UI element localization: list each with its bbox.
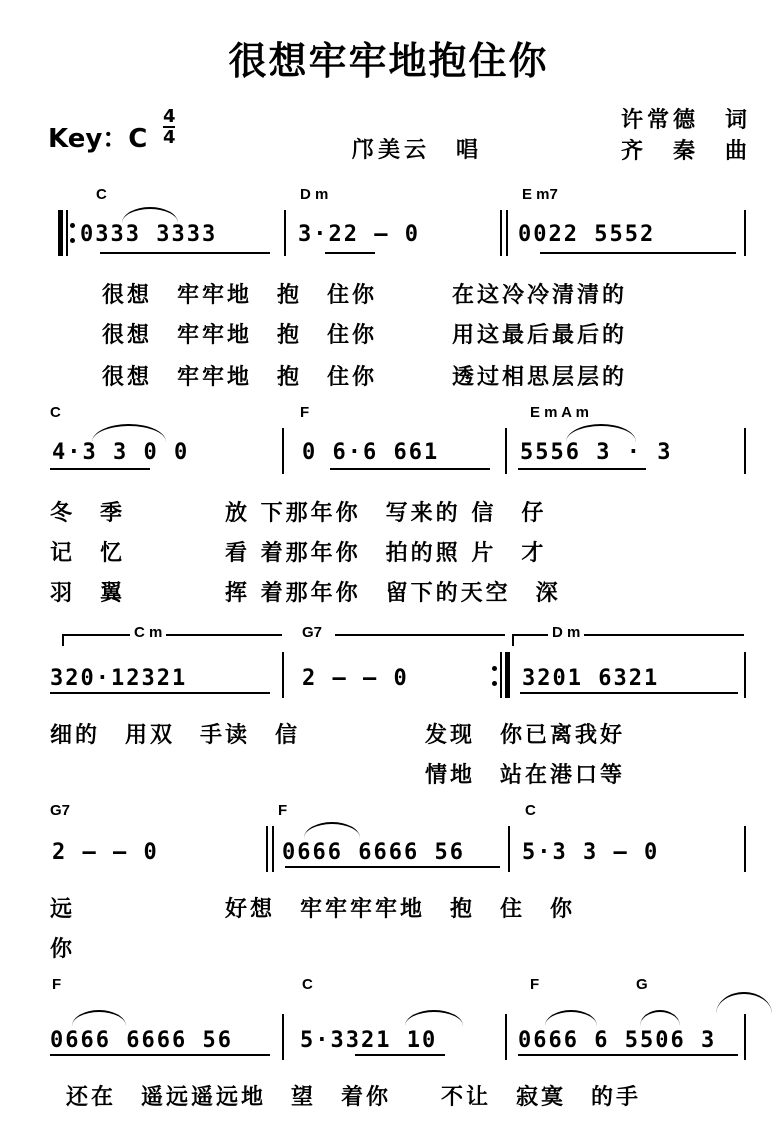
barline — [282, 652, 284, 698]
lyric-line: 冬 季 放 下那年你 写来的 信 仔 — [50, 501, 547, 526]
chord-label: F — [278, 802, 288, 819]
measure-notes: 0666 6666 56 — [282, 840, 465, 865]
measure-notes: 0333 3333 — [80, 222, 218, 247]
measure-notes: 0 6·6 661 — [302, 440, 440, 465]
barline — [505, 428, 507, 474]
lyric-line: 羽 翼 挥 着那年你 留下的天空 深 — [50, 581, 561, 606]
barline — [282, 428, 284, 474]
repeat-dot — [70, 223, 75, 228]
measure-notes: 320·12321 — [50, 666, 188, 691]
chord-label: C m — [130, 624, 166, 641]
measure-notes: 0666 6666 56 — [50, 1028, 233, 1053]
volta-bracket-1 — [62, 634, 282, 636]
measure-notes: 5·3 3 — 0 — [522, 840, 660, 865]
repeat-dot — [492, 666, 497, 671]
chord-label: D m — [300, 186, 329, 203]
barline — [272, 826, 274, 872]
measure-notes: 2 — — 0 — [52, 840, 159, 865]
slur-arc — [72, 1010, 126, 1026]
beam-underline — [325, 252, 375, 254]
lyricist-credit: 许常德 词 — [621, 108, 752, 133]
beam-underline — [518, 1054, 738, 1056]
beam-underline — [540, 252, 736, 254]
barline — [744, 210, 746, 256]
chord-label: C — [50, 404, 61, 421]
barline — [500, 652, 502, 698]
barline — [282, 1014, 284, 1060]
singer-credit: 邝美云 唱 — [352, 138, 483, 163]
slur-arc — [304, 822, 360, 838]
slur-arc — [405, 1010, 463, 1026]
measure-notes: 2 — — 0 — [302, 666, 409, 691]
time-signature-top: 4 — [163, 106, 176, 127]
lyric-line: 细的 用双 手读 信 发现 你已离我好 — [50, 723, 626, 748]
chord-label: G — [636, 976, 648, 993]
volta-hook — [62, 634, 64, 646]
chord-label: F — [52, 976, 62, 993]
time-signature-bottom: 4 — [163, 127, 176, 148]
beam-underline — [50, 468, 150, 470]
chord-label: C — [302, 976, 313, 993]
barline — [66, 210, 68, 256]
chord-label: F — [530, 976, 540, 993]
barline — [744, 428, 746, 474]
time-signature — [163, 108, 176, 146]
slur-arc — [92, 424, 166, 442]
slur-arc — [640, 1010, 680, 1026]
chord-label: G7 — [298, 624, 326, 641]
barline — [506, 210, 508, 256]
beam-underline — [520, 692, 738, 694]
volta-bracket-top — [335, 634, 505, 636]
lyric-line: 远 好想 牢牢牢牢地 抱 住 你 — [50, 897, 576, 922]
beam-underline — [330, 468, 490, 470]
chord-label: E m7 — [522, 186, 558, 203]
measure-notes: 0666 6 5506 3 — [518, 1028, 717, 1053]
chord-label: F — [300, 404, 310, 421]
barline — [744, 826, 746, 872]
chord-label: C — [525, 802, 536, 819]
lyric-line: 你 — [50, 937, 76, 962]
measure-notes: 4·3 3 0 0 — [52, 440, 190, 465]
barline — [505, 1014, 507, 1060]
barline — [500, 210, 502, 256]
volta-hook — [512, 634, 514, 646]
song-title: 很想牢牢地抱住你 — [228, 39, 549, 83]
slur-arc — [545, 1010, 597, 1026]
barline — [284, 210, 286, 256]
measure-notes: 5·3321 10 — [300, 1028, 438, 1053]
barline — [266, 826, 268, 872]
key-signature: Key：C — [48, 124, 148, 154]
slur-arc — [122, 207, 178, 223]
beam-underline — [518, 468, 646, 470]
beam-underline — [50, 692, 270, 694]
slur-arc — [566, 424, 636, 442]
lyric-line: 很想 牢牢地 抱 住你 用这最后最后的 — [102, 323, 628, 348]
beam-underline — [50, 1054, 270, 1056]
repeat-end-barline — [505, 652, 510, 698]
lyric-line: 记 忆 看 着那年你 拍的照 片 才 — [50, 541, 547, 566]
chord-label: E m A m — [530, 404, 589, 421]
beam-underline — [100, 252, 270, 254]
barline — [744, 1014, 746, 1060]
chord-label: C — [96, 186, 107, 203]
volta-bracket-2 — [512, 634, 744, 636]
repeat-dot — [70, 238, 75, 243]
composer-credit: 齐 秦 曲 — [621, 139, 752, 164]
beam-underline — [285, 866, 500, 868]
beam-underline — [355, 1054, 445, 1056]
lyric-line: 很想 牢牢地 抱 住你 在这冷冷清清的 — [102, 283, 628, 308]
repeat-start-barline — [58, 210, 63, 256]
lyric-line: 情地 站在港口等 — [50, 763, 626, 788]
measure-notes: 5556 3 · 3 — [520, 440, 673, 465]
chord-label: G7 — [50, 802, 71, 819]
measure-notes: 0022 5552 — [518, 222, 656, 247]
barline — [508, 826, 510, 872]
chord-label: D m — [548, 624, 584, 641]
lyric-line: 还在 遥远遥远地 望 着你 不让 寂寞 的手 — [66, 1085, 642, 1110]
lyric-line: 很想 牢牢地 抱 住你 透过相思层层的 — [102, 365, 628, 390]
measure-notes: 3·22 — 0 — [298, 222, 420, 247]
repeat-dot — [492, 681, 497, 686]
measure-notes: 3201 6321 — [522, 666, 660, 691]
tie-arc — [716, 992, 772, 1014]
barline — [744, 652, 746, 698]
